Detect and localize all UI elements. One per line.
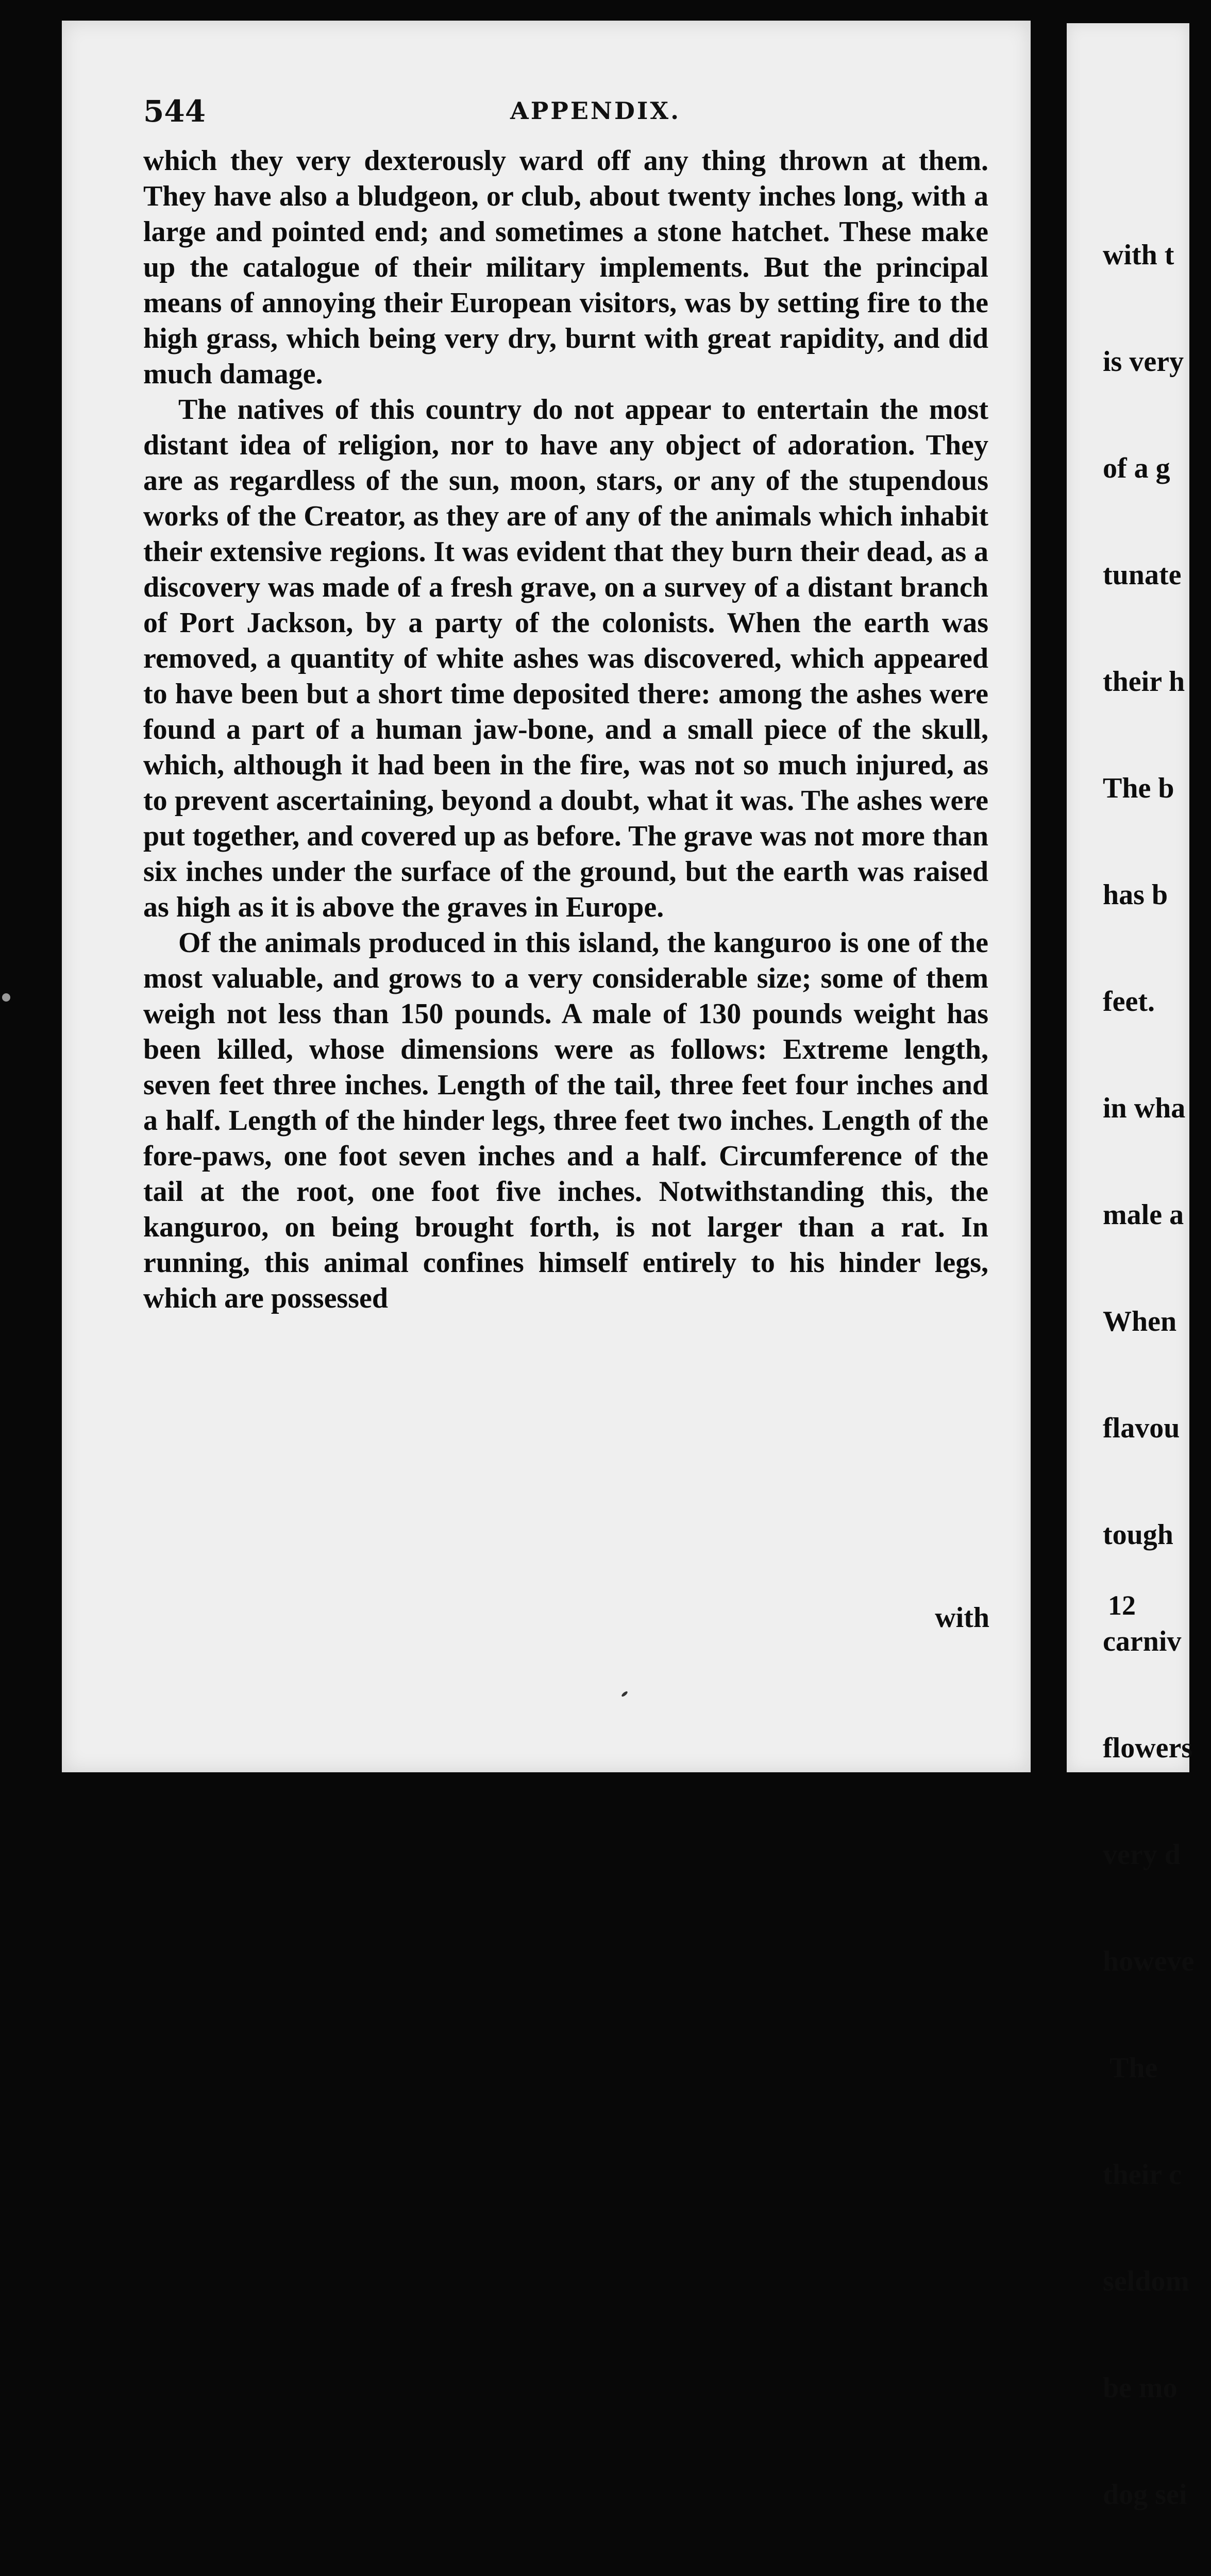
page-number: 544	[143, 94, 206, 129]
facing-line: their h	[1103, 666, 1185, 698]
facing-line: very d	[1103, 1839, 1181, 1871]
facing-line: of a g	[1103, 452, 1170, 484]
facing-line: be mo	[1103, 2372, 1178, 2404]
facing-line: their c	[1103, 2159, 1182, 2191]
facing-line: The b	[1103, 772, 1174, 804]
facing-line: seldom	[1103, 2265, 1189, 2297]
facing-line: with t	[1103, 239, 1174, 271]
facing-line: tunate	[1103, 559, 1182, 591]
facing-line: When	[1103, 1306, 1177, 1337]
facing-line: flavou	[1103, 1412, 1180, 1444]
facing-page	[1067, 23, 1195, 2511]
facing-line: has b	[1103, 879, 1168, 911]
paragraph-religion: The natives of this country do not appear to entertain the most distant idea of religion, nor to have any object of adoration. They are as regardless of the sun, moon, stars, or any of the stupendous works of the Creator, as they are of any of the animals which inhabit their extensive regions. It was evident that they burn their dead, as a discovery was made of a fresh grave, on a survey of a distant branch of Port Jackson, by a party of the colonists. When the earth was removed, a quantity of white ashes was discovered, which appeared to have been but a short time deposited there: among the ashes were found a part of a human jaw-bone, and a small piece of the skull, which, although it had been in the fire, was not so much injured, as to prevent ascertaining, beyond a doubt, what it was. The ashes were put together, and covered up as before. The grave was not more than six inches under the surface of the ground, but the earth was raised as high as it is above the graves in Europe.	[143, 394, 988, 923]
facing-line: is very	[1103, 346, 1184, 378]
paragraph-kanguroo: Of the animals produced in this island, the kanguroo is one of the most valuable, and grows to a very considerable size; some of them weigh not less than 150 pounds. A male of 130 pounds weight has been killed, whose dimensions were as follows: Extreme length, seven feet three inches. Length of the tail, three feet four inches and a half. Length of the hinder legs, three feet two inches. Length of the fore-paws, one foot seven inches and a half. Circumference of the tail at the root, one foot five inches. Notwithstanding this, the kanguroo, on being brought forth, is not larger than a rat. In running, this animal confines himself entirely to his hinder legs, which are possessed	[143, 927, 988, 1314]
scan-speck	[2, 993, 10, 1002]
facing-line: in wha	[1103, 1092, 1186, 1124]
facing-page-text	[1103, 166, 1211, 2576]
running-head: APPENDIX.	[510, 97, 681, 125]
facing-line: howeve	[1103, 1945, 1195, 1977]
facing-line: dog sei	[1103, 2479, 1187, 2511]
facing-line: feet.	[1103, 986, 1155, 1018]
facing-line: carniv	[1103, 1625, 1182, 1657]
page-header	[143, 94, 988, 130]
catchword: with	[935, 1602, 989, 1634]
facing-line: tough	[1103, 1519, 1173, 1551]
facing-line: The	[1103, 2052, 1158, 2084]
facing-line: flowers	[1103, 1732, 1193, 1764]
facing-page-footer: 12	[1108, 1590, 1136, 1621]
paragraph-continued: which they very dexterously ward off any thing thrown at them. They have also a bludgeon, or club, about twenty inches long, with a large and pointed end; and sometimes a stone hatchet. These make up the catalogue of their military implements. But the principal means of annoying their European visitors, was by setting fire to the high grass, which being very dry, burnt with great rapidity, and did much damage.	[143, 145, 988, 390]
body-text	[143, 143, 988, 1316]
facing-line: male a	[1103, 1199, 1184, 1231]
